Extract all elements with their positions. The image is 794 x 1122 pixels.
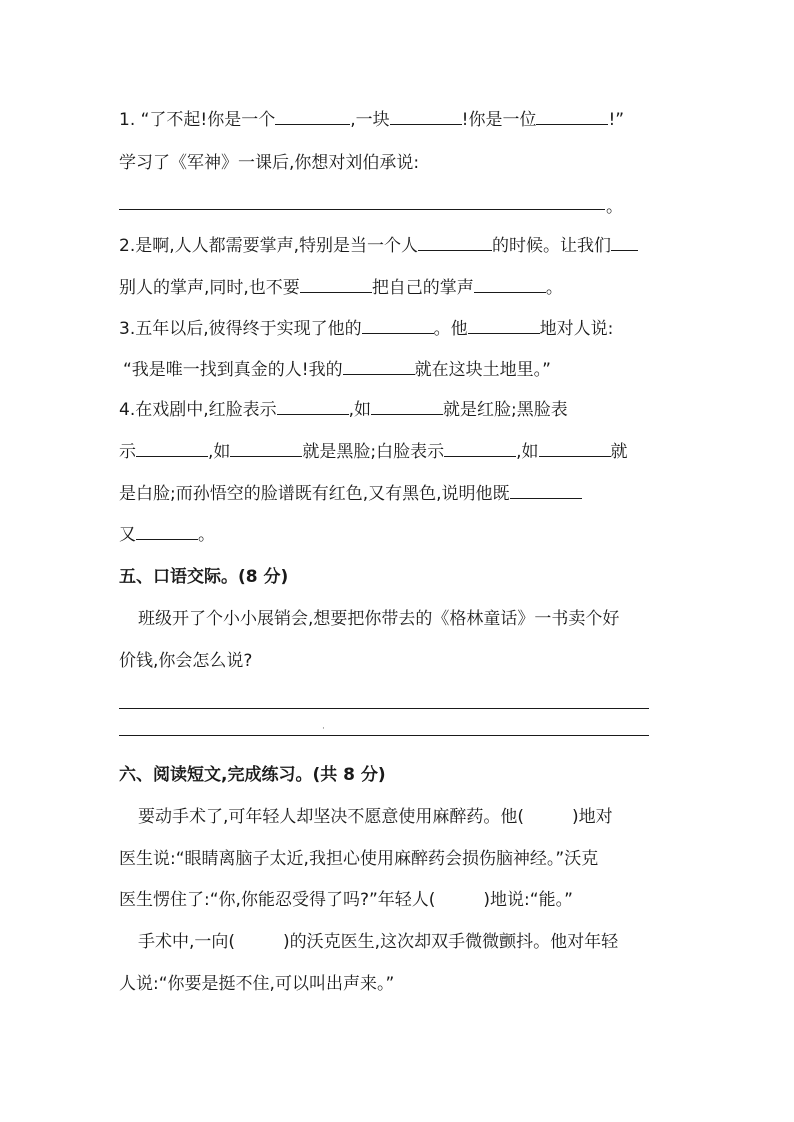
item2-b: 的时候。让我们 xyxy=(492,236,612,256)
item2-a: 2.是啊,人人都需要掌声,特别是当一个人 xyxy=(119,236,419,256)
q4-item1-line2: 学习了《军神》一课后,你想对刘伯承说: xyxy=(119,153,420,173)
item3-d: “我是唯一找到真金的人!我的 xyxy=(123,360,343,380)
section5-prompt-line1: 班级开了个小小展销会,想要把你带去的《格林童话》一书卖个好 xyxy=(138,609,620,629)
item3-b: 。他 xyxy=(433,319,468,339)
section5-prompt-line2: 价钱,你会怎么说? xyxy=(119,651,253,671)
item3-e: 就在这块土地里。” xyxy=(414,360,551,380)
item1-prefix: 1. “了不起!你是一个 xyxy=(119,110,276,130)
item1-mid2: !你是一位 xyxy=(461,110,537,130)
section5-heading: 五、口语交际。(8 分) xyxy=(119,567,289,587)
item4-c: 就是红脸;黑脸表 xyxy=(443,400,568,420)
q4-item3-line2 xyxy=(123,358,551,381)
answer-line[interactable] xyxy=(119,735,649,736)
item4-h: 就 xyxy=(610,442,628,462)
item2-d: 把自己的掌声 xyxy=(371,278,474,298)
item4-i: 是白脸;而孙悟空的脸谱既有红色,又有黑色,说明他既 xyxy=(119,484,510,504)
fill-blank[interactable] xyxy=(418,234,492,251)
item2-c: 别人的掌声,同时,也不要 xyxy=(119,278,300,298)
fill-blank[interactable] xyxy=(444,440,516,457)
passage-3b: )地说:“能。” xyxy=(483,890,573,910)
passage-line5: 人说:“你要是挺不住,可以叫出声来。” xyxy=(119,974,395,994)
fill-blank[interactable] xyxy=(611,234,638,251)
item1-suffix: !” xyxy=(608,110,625,130)
fill-blank[interactable] xyxy=(468,317,540,334)
passage-1b: )地对 xyxy=(572,807,613,827)
q4-item2-line2 xyxy=(119,276,563,299)
q4-item4-line4 xyxy=(119,523,215,546)
passage-line1 xyxy=(138,806,613,828)
fill-blank[interactable] xyxy=(136,440,208,457)
passage-3a: 医生愣住了:“你,你能忍受得了吗?”年轻人( xyxy=(119,890,436,910)
fill-blank[interactable] xyxy=(510,482,582,499)
passage-4a: 手术中,一向( xyxy=(138,932,236,952)
passage-1a: 要动手术了,可年轻人却坚决不愿意使用麻醉药。他( xyxy=(138,807,525,827)
item4-k: 。 xyxy=(198,525,215,545)
answer-line[interactable] xyxy=(119,708,649,709)
item4-f: 就是黑脸;白脸表示 xyxy=(302,442,445,462)
fill-blank[interactable] xyxy=(136,523,198,540)
item4-j: 又 xyxy=(119,525,136,545)
passage-line3 xyxy=(119,889,573,911)
passage-line2: 医生说:“眼睛离脑子太近,我担心使用麻醉药会损伤脑神经。”沃克 xyxy=(119,849,599,869)
fill-blank[interactable] xyxy=(230,440,302,457)
q4-item4-line2 xyxy=(119,440,628,463)
fill-blank[interactable] xyxy=(474,276,546,293)
item4-a: 4.在戏剧中,红脸表示 xyxy=(119,400,277,420)
stray-dot: · xyxy=(322,724,325,734)
fill-blank[interactable] xyxy=(536,108,608,125)
passage-4b: )的沃克医生,这次却双手微微颤抖。他对年轻 xyxy=(283,932,619,952)
item4-d: 示 xyxy=(119,442,136,462)
fill-blank[interactable] xyxy=(275,108,350,125)
section6-heading: 六、阅读短文,完成练习。(共 8 分) xyxy=(119,765,386,785)
fill-blank[interactable] xyxy=(539,440,611,457)
q4-item2-line1 xyxy=(119,234,638,257)
fill-blank[interactable] xyxy=(343,358,415,375)
item3-c: 地对人说: xyxy=(539,319,614,339)
item2-e: 。 xyxy=(545,278,563,298)
fill-blank[interactable] xyxy=(362,317,434,334)
answer-line[interactable] xyxy=(119,209,605,210)
q4-item1-line1 xyxy=(119,108,624,131)
fill-blank[interactable] xyxy=(390,108,462,125)
item1-mid1: ,一块 xyxy=(350,110,390,130)
fill-blank[interactable] xyxy=(300,276,372,293)
item4-b: ,如 xyxy=(348,400,372,420)
q4-item4-line3 xyxy=(119,482,582,505)
item4-g: ,如 xyxy=(516,442,539,462)
item3-a: 3.五年以后,彼得终于实现了他的 xyxy=(119,319,362,339)
passage-line4 xyxy=(138,931,618,953)
fill-blank[interactable] xyxy=(277,398,349,415)
q4-item3-line1 xyxy=(119,317,613,340)
fill-blank[interactable] xyxy=(371,398,443,415)
item1-end: 。 xyxy=(606,197,623,217)
item4-e: ,如 xyxy=(208,442,231,462)
q4-item4-line1 xyxy=(119,398,568,421)
